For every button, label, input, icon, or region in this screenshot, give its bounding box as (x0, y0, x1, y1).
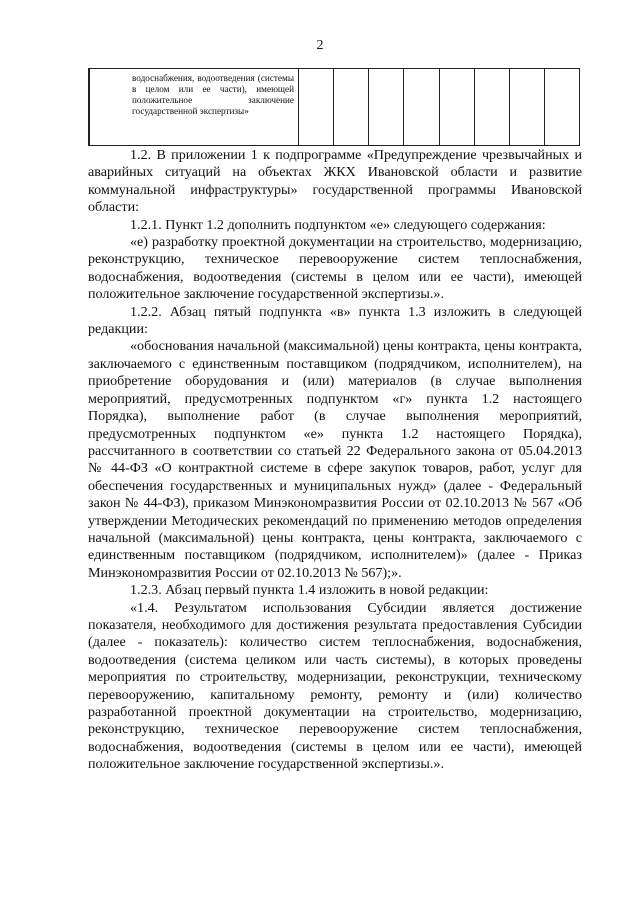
table-cell (299, 69, 334, 146)
table-cell (369, 69, 404, 146)
table-cell (544, 69, 579, 146)
table-cell (509, 69, 544, 146)
paragraph-1-2: 1.2. В приложении 1 к подпрограмме «Предупреждение чрезвычайных и аварийных ситуаций на объектах ЖКХ Ивановской области и развитие коммунальной инфраструктуры» государственной программы Ивановской области: (88, 147, 582, 216)
table-description-cell: водоснабжения, водоотведения (системы в целом или ее части), имеющей положительное заключение государственной экспертизы» (90, 69, 299, 146)
paragraph-1-2-3: 1.2.3. Абзац первый пункта 1.4 изложить в новой редакции: (130, 582, 489, 599)
document-body (88, 147, 582, 774)
table-cell (404, 69, 439, 146)
table-cell (334, 69, 369, 146)
page-number: 2 (316, 38, 324, 53)
table-cell (474, 69, 509, 146)
table-row (89, 69, 580, 146)
paragraph-1-2-2: 1.2.2. Абзац пятый подпункта «в» пункта 1.3 изложить в следующей редакции: (88, 303, 582, 338)
paragraph-subitem-e: «е) разработку проектной документации на строительство, модернизацию, реконструкцию, техническое перевооружение систем теплоснабжения, водоснабжения, водоотведения (системы в целом или ее части), имеющей положительное заключение государственной экспертизы.». (88, 234, 582, 303)
paragraph-justification: «обоснования начальной (максимальной) цены контракта, цены контракта, заключаемого с единственным поставщиком (подрядчиком, исполнителем), на приобретение оборудования и (или) материалов (в случае выполнения мероприятий, предусмотренных подпунктом «г» пункта 1.2 настоящего Порядка), выполнение работ (в случае выполнения мероприятий, предусмотренных подпунктом «е» пункта 1.2 настоящего Порядка), рассчитанного в соответствии со статьей 22 Федерального закона от 05.04.2013 № 44-ФЗ «О контрактной системе в сфере закупок товаров, работ, услуг для обеспечения государственных и муниципальных нужд» (далее - Федеральный закон № 44-ФЗ), приказом Минэкономразвития России от 02.10.2013 № 567 «Об утверждении Методических рекомендаций по применению методов определения начальной (максимальной) цены контракта, цены контракта, заключаемого с единственным поставщиком (подрядчиком, исполнителем)» (далее - Приказ Минэкономразвития России от 02.10.2013 № 567);». (88, 338, 582, 581)
table-cell (439, 69, 474, 146)
paragraph-1-4: «1.4. Результатом использования Субсидии является достижение показателя, необходимого для достижения результата предоставления Субсидии (далее - показатель): количество систем теплоснабжения, водоснабжения, водоотведения (система целиком или часть системы), в которых проведены мероприятия по строительству, модернизации, реконструкции, техническому перевооружению, капитальному ремонту, ремонту и (или) количество разработанной проектной документации на строительство, модернизацию, реконструкцию, техническое перевооружение систем теплоснабжения, водоснабжения, водоотведения (системы в целом или ее части), имеющей положительное заключение государственной экспертизы.». (88, 599, 582, 773)
paragraph-1-2-1: 1.2.1. Пункт 1.2 дополнить подпунктом «е» следующего содержания: (130, 216, 546, 233)
continued-table (88, 68, 580, 146)
